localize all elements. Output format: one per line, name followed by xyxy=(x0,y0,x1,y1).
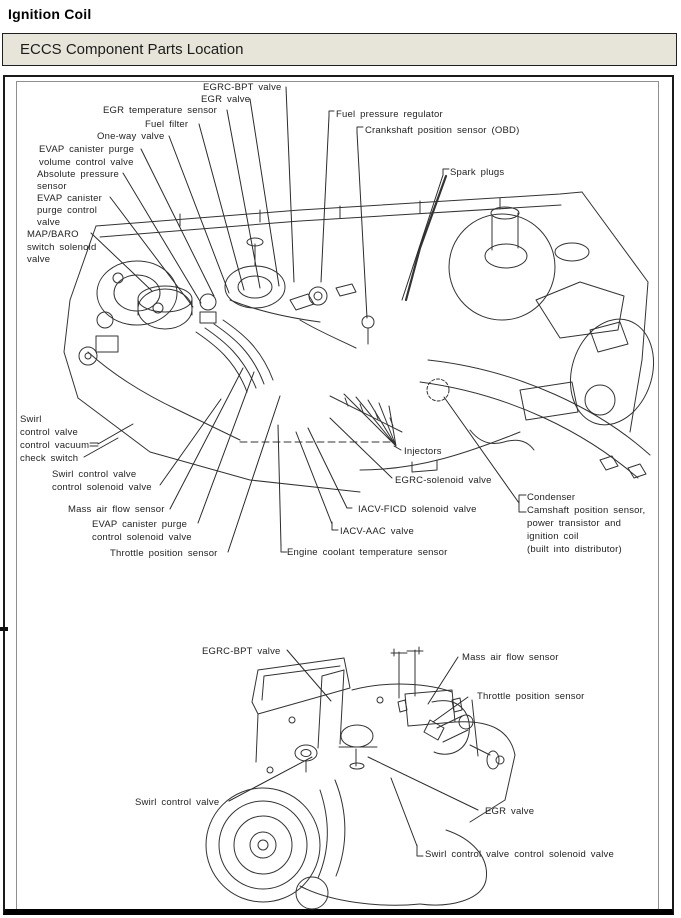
component-label: Swirl control valve xyxy=(52,469,137,480)
component-label: Fuel filter xyxy=(145,119,189,130)
component-label: Throttle position sensor xyxy=(477,691,585,702)
component-label: EGR temperature sensor xyxy=(103,105,217,116)
component-label: control valve xyxy=(20,427,78,438)
section-header-label: ECCS Component Parts Location xyxy=(20,41,244,58)
component-label: Throttle position sensor xyxy=(110,548,218,559)
component-label: ignition coil xyxy=(527,531,579,542)
component-label: Spark plugs xyxy=(450,167,505,178)
component-label: Fuel pressure regulator xyxy=(336,109,443,120)
component-label: Mass air flow sensor xyxy=(462,652,559,663)
component-label: Absolute pressure xyxy=(37,169,119,180)
component-label: (built into distributor) xyxy=(527,544,622,555)
component-label: Crankshaft position sensor (OBD) xyxy=(365,125,520,136)
component-label: EGRC-BPT valve xyxy=(202,646,281,657)
component-label: EGR valve xyxy=(485,806,535,817)
component-label: switch solenoid xyxy=(27,242,97,253)
component-label: MAP/BARO xyxy=(27,229,79,240)
component-label: valve xyxy=(37,217,61,228)
component-label: Swirl xyxy=(20,414,42,425)
component-label: Engine coolant temperature sensor xyxy=(287,547,448,558)
component-label: control solenoid valve xyxy=(92,532,192,543)
section-header-bar xyxy=(2,33,677,66)
component-label: EGRC-BPT valve xyxy=(203,82,282,93)
component-label: EVAP canister xyxy=(37,193,102,204)
component-label: EVAP canister purge xyxy=(39,144,135,155)
component-label: EGRC-solenoid valve xyxy=(395,475,492,486)
scan-artifact xyxy=(0,627,8,631)
component-label: Swirl control valve control solenoid valve xyxy=(425,849,614,860)
component-label: Camshaft position sensor, xyxy=(527,505,646,516)
page-title: Ignition Coil xyxy=(8,6,92,22)
component-label: Injectors xyxy=(404,446,442,457)
component-label: valve xyxy=(27,254,51,265)
component-label: power transistor and xyxy=(527,518,622,529)
component-label: purge control xyxy=(37,205,98,216)
component-label: EVAP canister purge xyxy=(92,519,188,530)
component-label: control vacuum xyxy=(20,440,90,451)
component-label: sensor xyxy=(37,181,67,192)
component-label: EGR valve xyxy=(201,94,251,105)
component-label: control solenoid valve xyxy=(52,482,152,493)
component-label: One-way valve xyxy=(97,131,165,142)
component-label: check switch xyxy=(20,453,79,464)
component-label: volume control valve xyxy=(39,157,134,168)
component-label: Mass air flow sensor xyxy=(68,504,165,515)
component-label: Condenser xyxy=(527,492,576,503)
component-label: IACV-FICD solenoid valve xyxy=(358,504,477,515)
component-label: IACV-AAC valve xyxy=(340,526,414,537)
component-label: Swirl control valve xyxy=(135,797,220,808)
